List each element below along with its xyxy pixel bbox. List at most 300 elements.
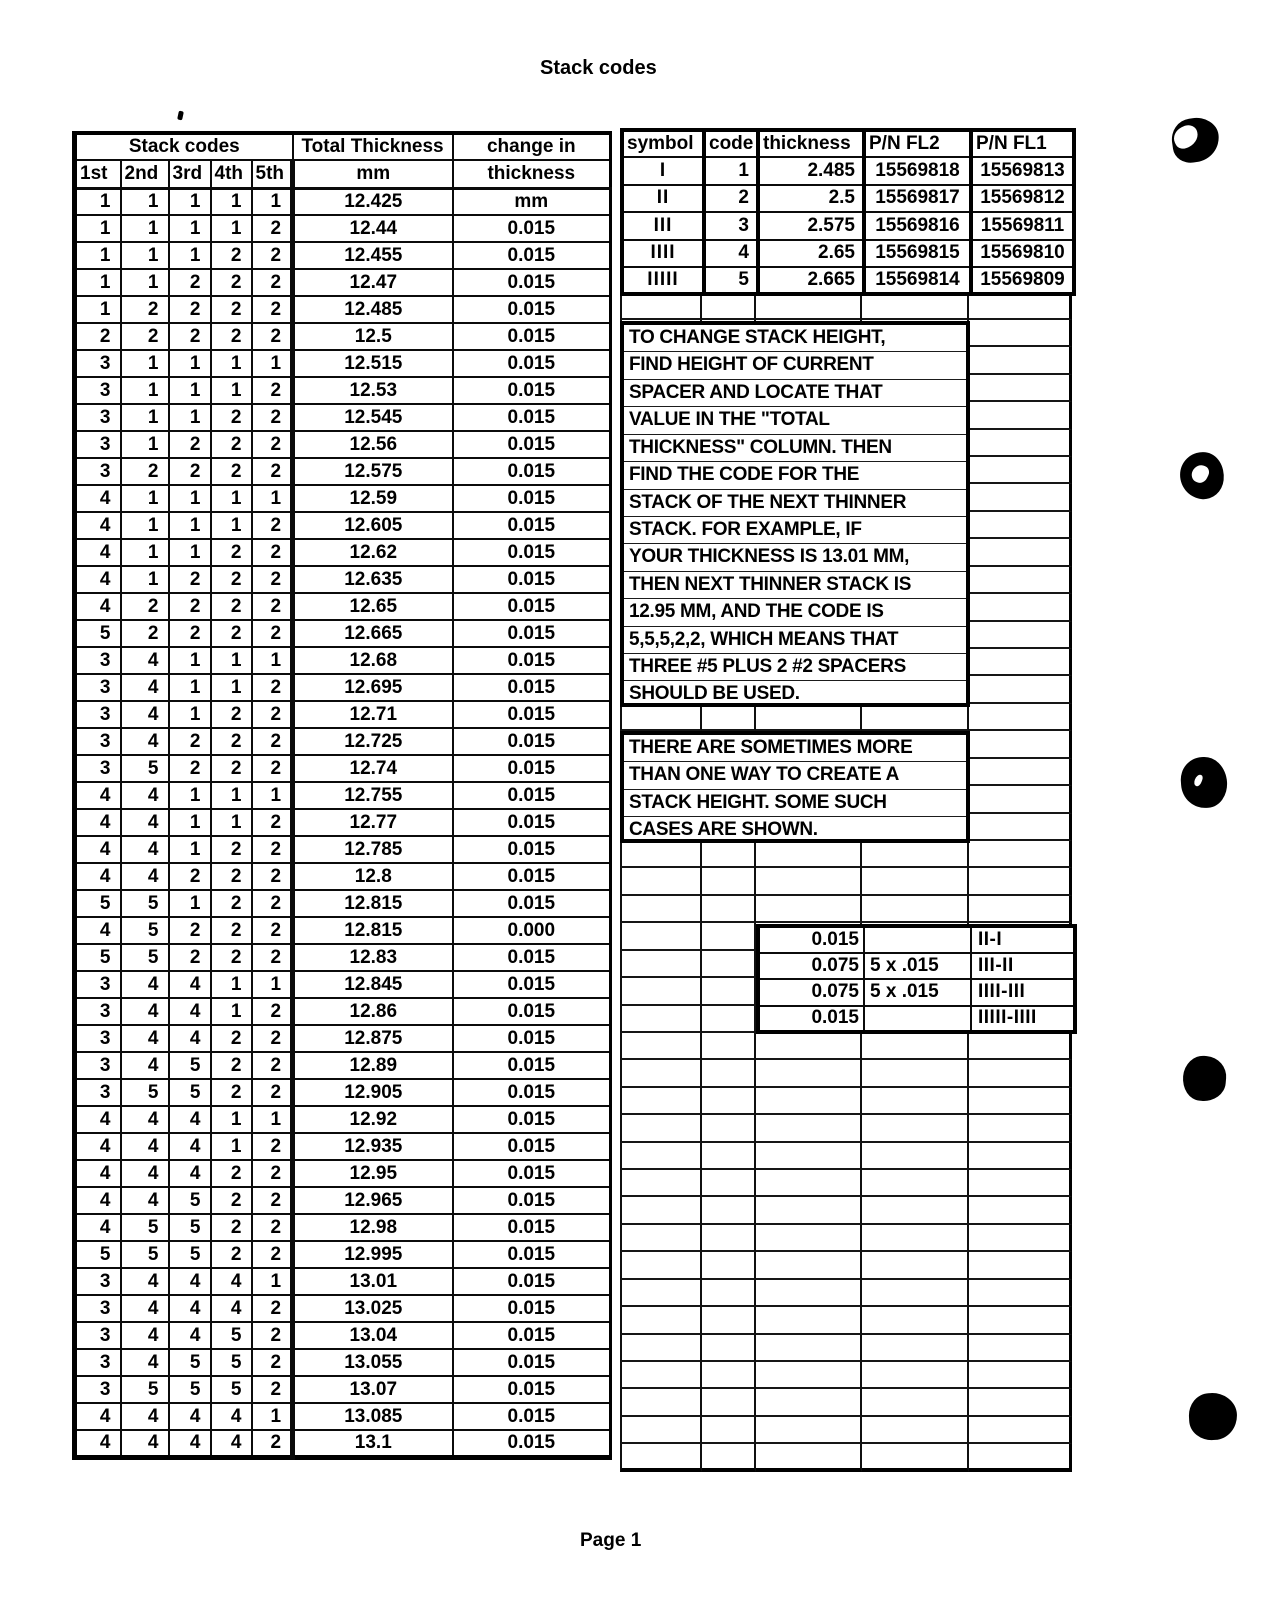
- code-cell: 4: [75, 512, 121, 539]
- empty-grid-cell: [969, 1252, 1072, 1279]
- total-thickness-cell: 12.785: [293, 836, 453, 863]
- total-thickness-cell: 12.695: [293, 674, 453, 701]
- code-cell: 1: [211, 215, 252, 242]
- total-thickness-cell: 12.845: [293, 971, 453, 998]
- change-cell: 0.015: [453, 1322, 611, 1349]
- stack-table-row: [75, 188, 611, 215]
- code-cell: 2: [169, 431, 211, 458]
- code-cell: 1: [121, 539, 169, 566]
- code-cell: 4: [704, 240, 758, 267]
- code-cell: 4: [169, 998, 211, 1025]
- code-cell: 2: [211, 1241, 252, 1268]
- total-thickness-cell: 12.44: [293, 215, 453, 242]
- stack-table-row: [75, 1349, 611, 1376]
- code-cell: 4: [121, 998, 169, 1025]
- code-cell: 5: [121, 1241, 169, 1268]
- symbol-table-row: [622, 240, 1074, 267]
- code-cell: 2: [252, 512, 293, 539]
- code-cell: 2: [211, 755, 252, 782]
- symbol-table-row: [622, 267, 1074, 294]
- code-cell: 4: [75, 1214, 121, 1241]
- thickness-cell: 2.65: [758, 240, 864, 267]
- note-line: SHOULD BE USED.: [629, 683, 800, 705]
- stack-table-row: [75, 242, 611, 269]
- code-cell: 2: [211, 1187, 252, 1214]
- code-cell: 3: [75, 971, 121, 998]
- thickness-cell: 2.485: [758, 157, 864, 184]
- code-cell: 1: [211, 971, 252, 998]
- code-cell: 1: [169, 836, 211, 863]
- code-cell: 4: [121, 836, 169, 863]
- code-cell: 1: [252, 188, 293, 215]
- note-change-stack-height: [620, 321, 970, 707]
- diff-pair-cell: IIIII-IIII: [971, 1006, 1075, 1033]
- code-cell: 1: [75, 269, 121, 296]
- code-cell: 2: [252, 701, 293, 728]
- stack-table-row: [75, 593, 611, 620]
- code-cell: 3: [75, 1052, 121, 1079]
- code-cell: 4: [121, 647, 169, 674]
- code-cell: 3: [75, 674, 121, 701]
- code-cell: 1: [121, 431, 169, 458]
- empty-grid-cell: [756, 896, 862, 923]
- stack-table-row: [75, 512, 611, 539]
- code-cell: 5: [75, 620, 121, 647]
- code-cell: 2: [169, 917, 211, 944]
- change-cell: 0.015: [453, 269, 611, 296]
- total-thickness-cell: 12.665: [293, 620, 453, 647]
- code-cell: 2: [211, 836, 252, 863]
- code-cell: 3: [75, 728, 121, 755]
- code-cell: 4: [75, 593, 121, 620]
- code-cell: 2: [252, 674, 293, 701]
- code-cell: 4: [75, 1160, 121, 1187]
- empty-grid-cell: [620, 1335, 702, 1362]
- stack-table-row: [75, 782, 611, 809]
- empty-grid-cell: [620, 1197, 702, 1224]
- stack-table-row: [75, 1133, 611, 1160]
- diff-value-cell: 0.015: [758, 926, 864, 953]
- empty-grid-cell: [862, 1060, 969, 1087]
- change-cell: 0.015: [453, 1430, 611, 1457]
- code-cell: 1: [169, 377, 211, 404]
- code-cell: 3: [75, 1295, 121, 1322]
- code-cell: 4: [121, 1052, 169, 1079]
- page-number: Page 1: [580, 1530, 642, 1551]
- total-thickness-cell: 12.815: [293, 917, 453, 944]
- col-header-4th: 4th: [211, 160, 252, 188]
- empty-grid-cell: [756, 1417, 862, 1444]
- col-header-2nd: 2nd: [121, 160, 169, 188]
- stack-table-row: [75, 269, 611, 296]
- diff-table-body: [758, 926, 1075, 1032]
- code-cell: 5: [169, 1241, 211, 1268]
- total-thickness-cell: 12.53: [293, 377, 453, 404]
- diff-pair-cell: II-I: [971, 926, 1075, 953]
- empty-grid-cell: [620, 1006, 702, 1033]
- total-thickness-cell: 13.07: [293, 1376, 453, 1403]
- code-cell: 2: [211, 1214, 252, 1241]
- empty-grid-cell: [862, 1143, 969, 1170]
- code-cell: 2: [169, 269, 211, 296]
- stack-table-row: [75, 1160, 611, 1187]
- code-cell: 1: [169, 647, 211, 674]
- code-cell: 4: [121, 728, 169, 755]
- stack-table-row: [75, 1322, 611, 1349]
- code-cell: 2: [121, 458, 169, 485]
- empty-grid-cell: [862, 1115, 969, 1142]
- code-cell: 4: [121, 971, 169, 998]
- diff-value-cell: 0.075: [758, 979, 864, 1006]
- stack-table-row: [75, 539, 611, 566]
- total-thickness-cell: 13.085: [293, 1403, 453, 1430]
- total-thickness-cell: 13.04: [293, 1322, 453, 1349]
- change-cell: 0.015: [453, 674, 611, 701]
- total-thickness-cell: 12.815: [293, 890, 453, 917]
- empty-grid-cell: [969, 896, 1072, 923]
- code-cell: 1: [121, 269, 169, 296]
- empty-grid-cell: [702, 1197, 756, 1224]
- code-cell: 4: [75, 566, 121, 593]
- code-cell: 2: [121, 323, 169, 350]
- code-cell: 2: [252, 377, 293, 404]
- code-cell: 4: [121, 863, 169, 890]
- total-thickness-cell: 12.755: [293, 782, 453, 809]
- code-cell: 1: [252, 485, 293, 512]
- code-cell: 4: [75, 1106, 121, 1133]
- change-cell: 0.015: [453, 620, 611, 647]
- empty-grid-cell: [862, 293, 969, 320]
- empty-grid-cell: [702, 841, 756, 868]
- diff-calc-cell: 5 x .015: [864, 953, 971, 980]
- change-cell: 0.015: [453, 512, 611, 539]
- empty-grid-cell: [756, 1444, 862, 1471]
- code-cell: 1: [211, 350, 252, 377]
- symbol-cell: IIIII: [622, 267, 704, 294]
- empty-grid-cell: [862, 1225, 969, 1252]
- code-cell: 2: [169, 728, 211, 755]
- stack-table-row: [75, 1403, 611, 1430]
- empty-grid-cell: [620, 896, 702, 923]
- pn-fl2-header: P/N FL2: [864, 130, 971, 157]
- code-cell: 2: [121, 593, 169, 620]
- code-cell: 1: [121, 188, 169, 215]
- note-line: THAN ONE WAY TO CREATE A: [624, 762, 966, 789]
- change-cell: 0.015: [453, 1025, 611, 1052]
- empty-grid-cell: [756, 1143, 862, 1170]
- diff-calc-cell: [864, 926, 971, 953]
- change-cell: 0.015: [453, 755, 611, 782]
- code-cell: 2: [252, 1052, 293, 1079]
- code-cell: 2: [252, 1160, 293, 1187]
- total-thickness-cell: 12.965: [293, 1187, 453, 1214]
- code-cell: 2: [211, 539, 252, 566]
- stack-table-row: [75, 1025, 611, 1052]
- symbol-table-header-row: [622, 130, 1074, 157]
- change-cell: 0.015: [453, 458, 611, 485]
- note-line: THICKNESS" COLUMN. THEN: [624, 435, 966, 462]
- code-cell: 5: [169, 1079, 211, 1106]
- note-line: THERE ARE SOMETIMES MORE: [624, 735, 966, 762]
- code-cell: 1: [211, 674, 252, 701]
- empty-grid-cell: [756, 1033, 862, 1060]
- change-cell: 0.015: [453, 485, 611, 512]
- code-cell: 1: [211, 647, 252, 674]
- code-cell: 1: [252, 1106, 293, 1133]
- diff-calc-cell: [864, 1006, 971, 1033]
- symbol-table-body: [622, 130, 1074, 294]
- code-cell: 5: [75, 944, 121, 971]
- code-cell: 5: [121, 890, 169, 917]
- code-cell: 2: [252, 917, 293, 944]
- code-cell: 2: [121, 296, 169, 323]
- code-cell: 3: [75, 431, 121, 458]
- code-cell: 3: [704, 212, 758, 239]
- empty-grid-cell: [862, 1197, 969, 1224]
- code-cell: 2: [252, 215, 293, 242]
- code-cell: 5: [121, 1214, 169, 1241]
- stack-table-row: [75, 1430, 611, 1457]
- empty-grid-cell: [969, 430, 1072, 457]
- pn-fl2-cell: 15569815: [864, 240, 971, 267]
- change-cell: 0.015: [453, 971, 611, 998]
- code-cell: 4: [121, 1430, 169, 1457]
- stack-table-row: [75, 1295, 611, 1322]
- empty-grid-cell: [862, 1307, 969, 1334]
- code-cell: 2: [252, 323, 293, 350]
- change-cell: 0.015: [453, 242, 611, 269]
- code-cell: 4: [121, 1268, 169, 1295]
- code-cell: 2: [252, 863, 293, 890]
- change-cell: 0.015: [453, 1079, 611, 1106]
- code-cell: 2: [169, 593, 211, 620]
- empty-grid-cell: [756, 1088, 862, 1115]
- change-cell: 0.015: [453, 836, 611, 863]
- total-thickness-header: Total Thickness: [293, 133, 453, 160]
- empty-grid-cell: [702, 1280, 756, 1307]
- empty-grid-cell: [620, 1115, 702, 1142]
- empty-grid-cell: [702, 1389, 756, 1416]
- code-cell: 2: [211, 1025, 252, 1052]
- code-cell: 3: [75, 1079, 121, 1106]
- code-cell: 4: [121, 1160, 169, 1187]
- empty-grid-cell: [702, 1252, 756, 1279]
- empty-grid-cell: [702, 896, 756, 923]
- empty-grid-cell: [862, 1033, 969, 1060]
- code-cell: 4: [169, 1430, 211, 1457]
- diff-pair-cell: III-II: [971, 953, 1075, 980]
- note-line: SPACER AND LOCATE THAT: [624, 380, 966, 407]
- total-thickness-cell: 12.83: [293, 944, 453, 971]
- code-cell: 4: [75, 917, 121, 944]
- code-cell: 1: [211, 782, 252, 809]
- change-cell: 0.015: [453, 647, 611, 674]
- code-cell: 2: [169, 755, 211, 782]
- empty-grid-cell: [756, 1362, 862, 1389]
- stack-table-row: [75, 431, 611, 458]
- stack-table-row: [75, 350, 611, 377]
- stack-table-row: [75, 917, 611, 944]
- code-cell: 1: [121, 350, 169, 377]
- code-cell: 1: [75, 188, 121, 215]
- empty-grid-cell: [969, 1389, 1072, 1416]
- empty-grid-cell: [620, 1060, 702, 1087]
- diff-table-row: [758, 1006, 1075, 1033]
- total-thickness-cell: 12.65: [293, 593, 453, 620]
- total-thickness-cell: 12.56: [293, 431, 453, 458]
- total-thickness-cell: 12.89: [293, 1052, 453, 1079]
- total-thickness-cell: 12.59: [293, 485, 453, 512]
- code-cell: 2: [704, 185, 758, 212]
- hole-punch-center: [1170, 122, 1202, 152]
- code-cell: 2: [252, 836, 293, 863]
- hole-punch-mark: [1179, 755, 1228, 809]
- total-thickness-cell: 12.47: [293, 269, 453, 296]
- code-cell: 2: [75, 323, 121, 350]
- code-cell: 2: [211, 593, 252, 620]
- code-cell: 2: [211, 323, 252, 350]
- change-cell: 0.015: [453, 890, 611, 917]
- code-cell: 4: [121, 809, 169, 836]
- stack-table-row: [75, 944, 611, 971]
- empty-grid-cell: [702, 1225, 756, 1252]
- empty-grid-cell: [969, 731, 1072, 758]
- change-cell: 0.000: [453, 917, 611, 944]
- code-cell: 2: [252, 242, 293, 269]
- code-cell: 5: [121, 944, 169, 971]
- code-cell: 4: [121, 701, 169, 728]
- code-cell: 2: [252, 944, 293, 971]
- change-header-line1: change in: [453, 133, 611, 160]
- code-cell: 4: [121, 1295, 169, 1322]
- hole-punch-mark: [1169, 115, 1222, 165]
- change-cell: 0.015: [453, 323, 611, 350]
- pn-fl1-cell: 15569812: [971, 185, 1074, 212]
- empty-grid-cell: [702, 1033, 756, 1060]
- empty-grid-cell: [862, 896, 969, 923]
- code-cell: 3: [75, 350, 121, 377]
- pn-fl1-cell: 15569811: [971, 212, 1074, 239]
- code-cell: 4: [75, 782, 121, 809]
- change-cell: 0.015: [453, 593, 611, 620]
- stack-table-row: [75, 755, 611, 782]
- empty-grid-cell: [969, 1225, 1072, 1252]
- empty-grid-cell: [620, 293, 702, 320]
- change-cell: 0.015: [453, 782, 611, 809]
- code-cell: 1: [252, 971, 293, 998]
- empty-grid-cell: [620, 841, 702, 868]
- total-thickness-cell: 12.95: [293, 1160, 453, 1187]
- stack-table-row: [75, 1079, 611, 1106]
- code-cell: 1: [169, 890, 211, 917]
- empty-grid-cell: [702, 978, 756, 1005]
- code-cell: 5: [704, 267, 758, 294]
- note-line: CASES ARE SHOWN.: [629, 819, 818, 841]
- empty-grid-cell: [620, 923, 702, 950]
- code-cell: 2: [252, 593, 293, 620]
- diff-table-row: [758, 953, 1075, 980]
- code-cell: 4: [169, 1106, 211, 1133]
- col-header-5th: 5th: [252, 160, 293, 188]
- code-cell: 3: [75, 755, 121, 782]
- pn-fl2-cell: 15569818: [864, 157, 971, 184]
- stack-table-row: [75, 1268, 611, 1295]
- symbol-table-row: [622, 157, 1074, 184]
- note-line: YOUR THICKNESS IS 13.01 MM,: [624, 544, 966, 571]
- code-cell: 1: [211, 377, 252, 404]
- hole-punch-center: [1189, 462, 1211, 485]
- thickness-cell: 2.575: [758, 212, 864, 239]
- total-thickness-cell: 13.055: [293, 1349, 453, 1376]
- empty-grid-cell: [862, 1417, 969, 1444]
- empty-grid-cell: [969, 1033, 1072, 1060]
- code-cell: 4: [169, 1322, 211, 1349]
- code-cell: 2: [211, 863, 252, 890]
- empty-grid-cell: [969, 320, 1072, 347]
- code-cell: 3: [75, 1268, 121, 1295]
- change-cell: 0.015: [453, 1268, 611, 1295]
- code-cell: 2: [252, 1322, 293, 1349]
- empty-grid-cell: [702, 1417, 756, 1444]
- code-cell: 4: [211, 1295, 252, 1322]
- total-thickness-cell: 12.515: [293, 350, 453, 377]
- pn-fl1-cell: 15569810: [971, 240, 1074, 267]
- code-cell: 4: [121, 674, 169, 701]
- pn-fl2-cell: 15569816: [864, 212, 971, 239]
- total-thickness-cell: 12.62: [293, 539, 453, 566]
- empty-grid-cell: [969, 594, 1072, 621]
- empty-grid-cell: [620, 1280, 702, 1307]
- stack-table-row: [75, 1106, 611, 1133]
- code-cell: 2: [169, 566, 211, 593]
- empty-grid-cell: [969, 704, 1072, 731]
- stack-table-row: [75, 377, 611, 404]
- empty-grid-cell: [702, 1170, 756, 1197]
- total-thickness-cell: 12.86: [293, 998, 453, 1025]
- stack-table-row: [75, 674, 611, 701]
- total-thickness-cell: 12.605: [293, 512, 453, 539]
- code-cell: 4: [121, 1187, 169, 1214]
- code-cell: 4: [75, 539, 121, 566]
- empty-grid-cell: [969, 649, 1072, 676]
- stack-table-row: [75, 1376, 611, 1403]
- code-cell: 5: [121, 1376, 169, 1403]
- code-cell: 5: [169, 1376, 211, 1403]
- empty-grid-cell: [756, 1115, 862, 1142]
- symbol-cell: II: [622, 185, 704, 212]
- empty-grid-cell: [969, 1115, 1072, 1142]
- total-thickness-cell: 12.92: [293, 1106, 453, 1133]
- code-cell: 4: [121, 782, 169, 809]
- empty-grid-cell: [702, 923, 756, 950]
- empty-grid-cell: [969, 1060, 1072, 1087]
- code-cell: 4: [75, 1187, 121, 1214]
- note-line: THREE #5 PLUS 2 #2 SPACERS: [624, 654, 966, 681]
- code-cell: 1: [252, 1403, 293, 1430]
- code-cell: 2: [252, 890, 293, 917]
- empty-grid-cell: [702, 1335, 756, 1362]
- code-cell: 2: [211, 701, 252, 728]
- code-cell: 3: [75, 1376, 121, 1403]
- code-cell: 4: [169, 1268, 211, 1295]
- empty-grid-cell: [969, 1362, 1072, 1389]
- note-line: FIND THE CODE FOR THE: [624, 462, 966, 489]
- stack-table-row: [75, 863, 611, 890]
- code-cell: 4: [211, 1430, 252, 1457]
- note-line: STACK HEIGHT. SOME SUCH: [624, 790, 966, 817]
- diff-pair-cell: IIII-III: [971, 979, 1075, 1006]
- total-thickness-cell: 12.635: [293, 566, 453, 593]
